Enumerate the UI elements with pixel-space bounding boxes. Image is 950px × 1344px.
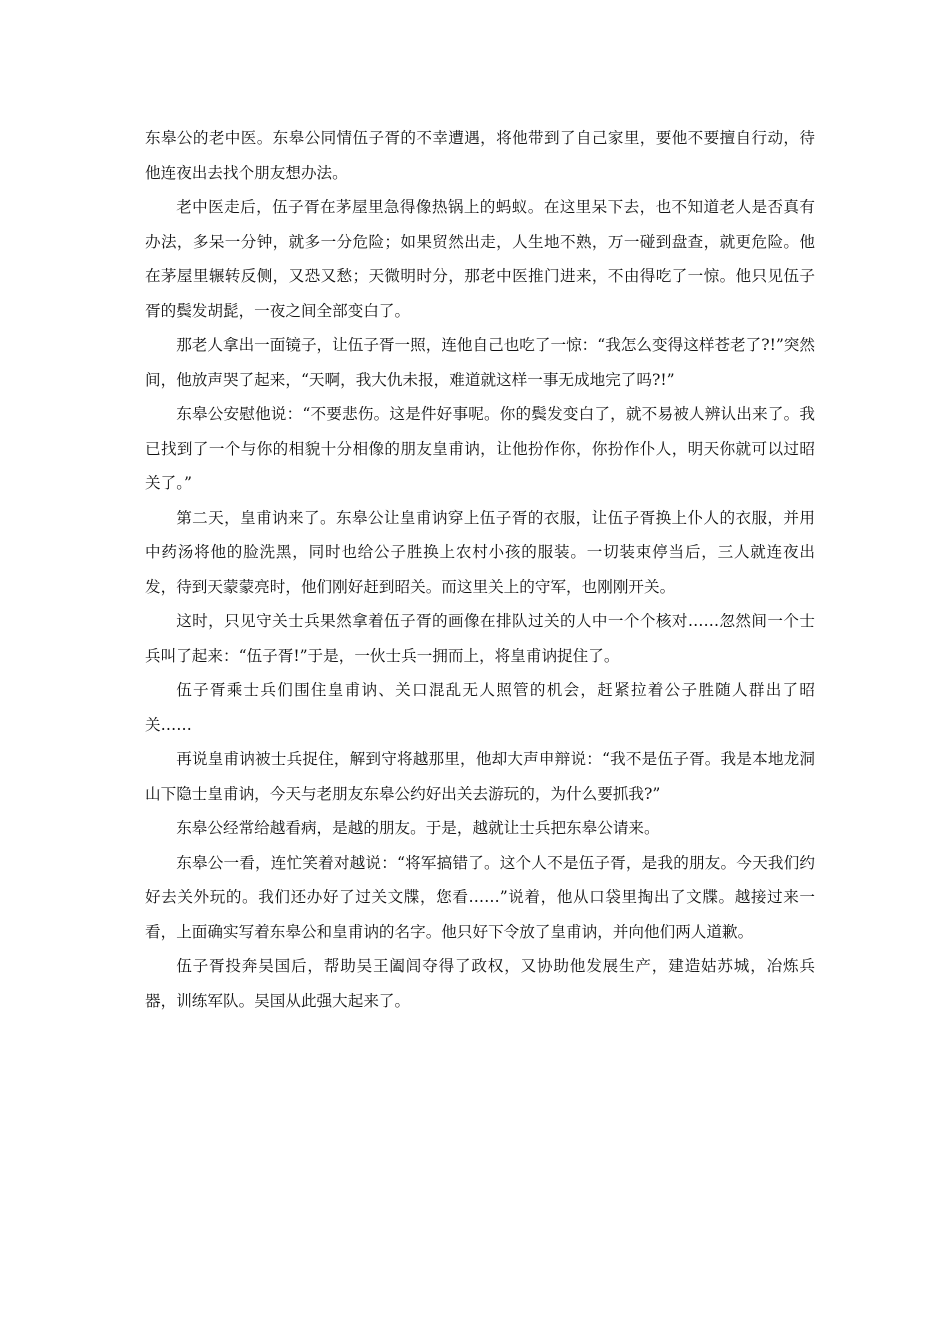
paragraph: 伍子胥乘士兵们围住皇甫讷、关口混乱无人照管的机会，赶紧拉着公子胜随人群出了昭关…… (145, 681, 815, 734)
paragraph: 再说皇甫讷被士兵捉住，解到守将越那里，他却大声申辩说：“我不是伍子胥。我是本地龙洞山下隐士皇甫讷，今天与老朋友东皋公约好出关去游玩的，为什么要抓我?” (145, 750, 815, 803)
paragraph-continuation: 东皋公的老中医。东皋公同情伍子胥的不幸遭遇，将他带到了自己家里，要他不要擅自行动，待他连夜出去找个朋友想办法。 (145, 129, 815, 182)
story-body (145, 121, 815, 1018)
paragraph: 东皋公安慰他说：“不要悲伤。这是件好事呢。你的鬓发变白了，就不易被人辨认出来了。我已找到了一个与你的相貌十分相像的朋友皇甫讷，让他扮作你，你扮作仆人，明天你就可以过昭关了。” (145, 405, 815, 492)
paragraph: 第二天，皇甫讷来了。东皋公让皇甫讷穿上伍子胥的衣服，让伍子胥换上仆人的衣服，并用中药汤将他的脸洗黑，同时也给公子胜换上农村小孩的服装。一切装束停当后，三人就连夜出发，待到天蒙蒙亮时，他们刚好赶到昭关。而这里关上的守军，也刚刚开关。 (145, 508, 815, 596)
paragraph: 老中医走后，伍子胥在茅屋里急得像热锅上的蚂蚁。在这里呆下去，也不知道老人是否真有办法，多呆一分钟，就多一分危险；如果贸然出走，人生地不熟，万一碰到盘查，就更危险。他在茅屋里辗转反侧，又恐又愁；天微明时分，那老中医推门进来，不由得吃了一惊。他只见伍子胥的鬓发胡髭，一夜之间全部变白了。 (145, 198, 815, 320)
paragraph: 伍子胥投奔吴国后，帮助吴王阖闾夺得了政权，又协助他发展生产，建造姑苏城，冶炼兵器，训练军队。吴国从此强大起来了。 (145, 957, 815, 1010)
paragraph: 这时，只见守关士兵果然拿着伍子胥的画像在排队过关的人中一个个核对……忽然间一个士兵叫了起来：“伍子胥!”于是，一伙士兵一拥而上，将皇甫讷捉住了。 (145, 612, 815, 665)
paragraph: 东皋公一看，连忙笑着对越说：“将军搞错了。这个人不是伍子胥，是我的朋友。今天我们约好去关外玩的。我们还办好了过关文牒，您看……”说着，他从口袋里掏出了文牒。越接过来一看，上面确实写着东皋公和皇甫讷的名字。他只好下令放了皇甫讷，并向他们两人道歉。 (145, 853, 815, 941)
paragraph: 东皋公经常给越看病，是越的朋友。于是，越就让士兵把东皋公请来。 (176, 819, 660, 837)
paragraph: 那老人拿出一面镜子，让伍子胥一照，连他自己也吃了一惊：“我怎么变得这样苍老了?!”突然间，他放声哭了起来，“天啊，我大仇未报，难道就这样一事无成地完了吗?!” (145, 336, 815, 389)
